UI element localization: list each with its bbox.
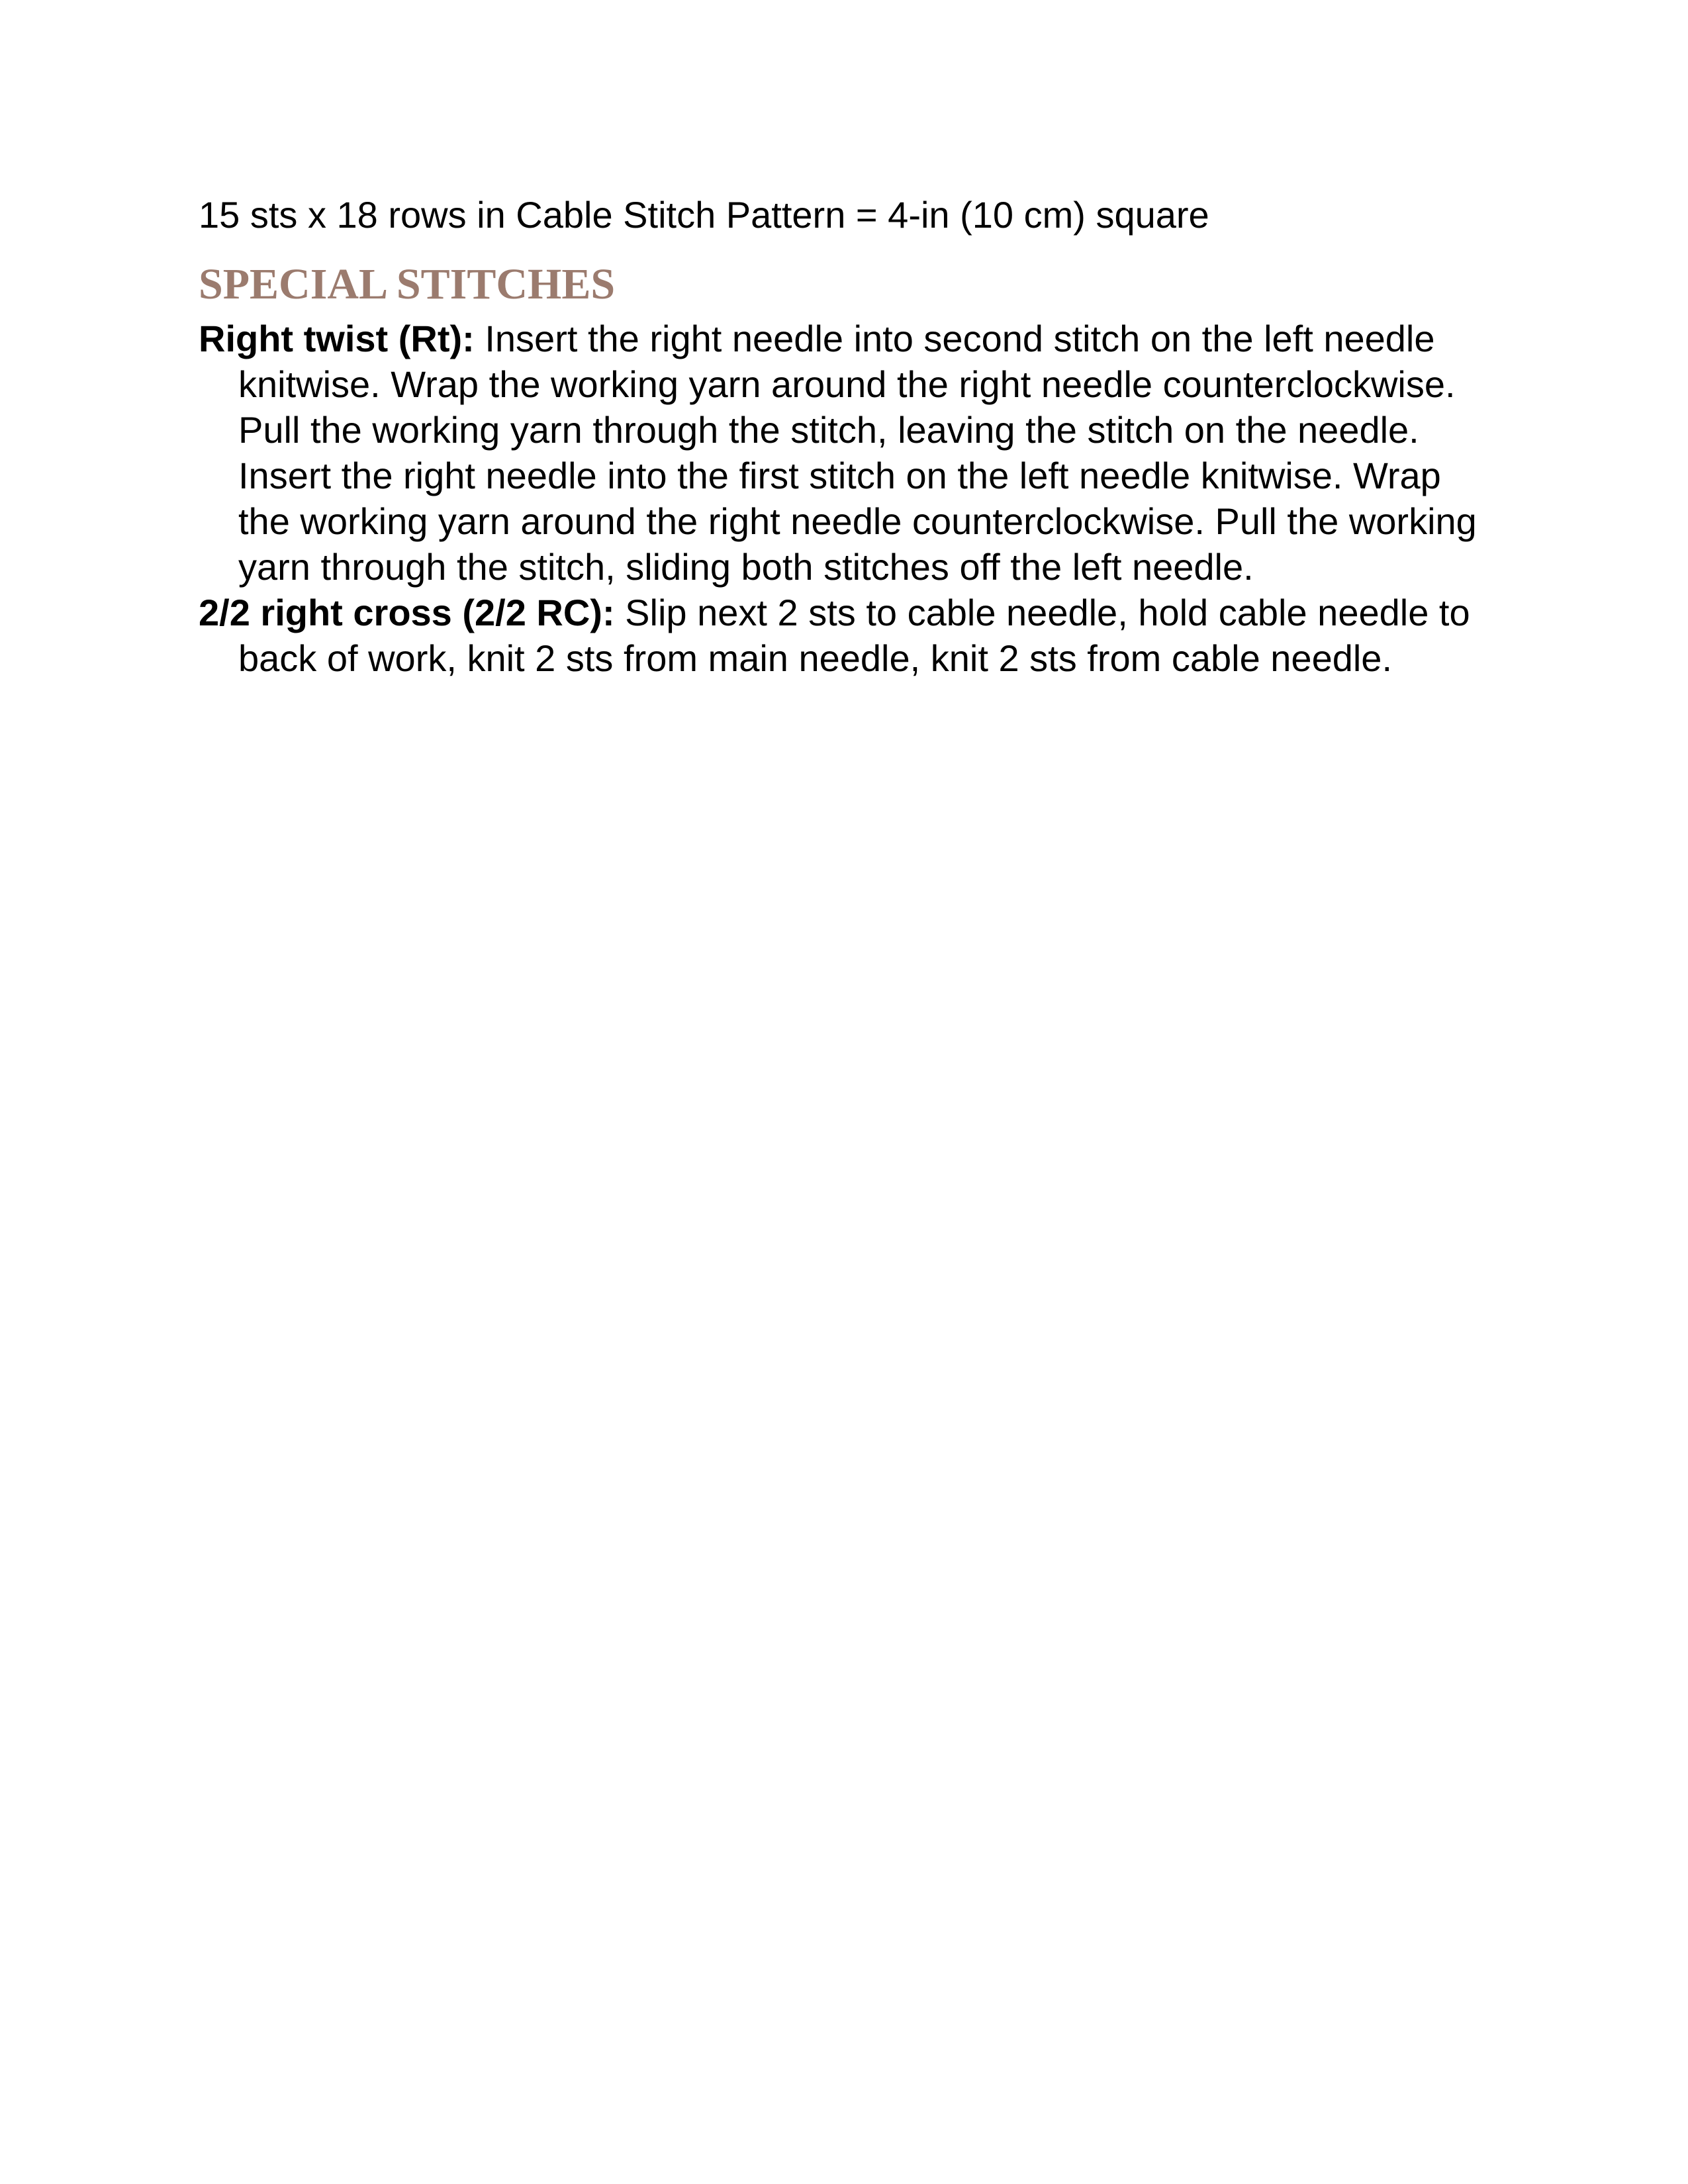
special-stitches-heading: SPECIAL STITCHES [199, 260, 616, 308]
stitch-term: Right twist (Rt): [199, 318, 475, 359]
stitch-entry-right-cross [199, 590, 1489, 681]
page-content [199, 192, 1489, 681]
stitch-entry-right-twist [199, 316, 1489, 590]
special-stitches-list [199, 316, 1489, 681]
stitch-definition: Slip next 2 sts to cable needle, hold cable needle to back of work, knit 2 sts from main needle, knit 2 sts from cable needle. [238, 592, 1470, 679]
stitch-term: 2/2 right cross (2/2 RC): [199, 592, 615, 633]
gauge-statement: 15 sts x 18 rows in Cable Stitch Pattern = 4-in (10 cm) square [199, 194, 1209, 236]
stitch-definition: Insert the right needle into second stitch on the left needle knitwise. Wrap the working yarn around the right needle counterclockwise. Pull the working yarn through the stitch, leaving the stitch on the needle. Insert the right needle into the first stitch on the left needle knitwise. Wrap the working yarn around the right needle counterclockwise. Pull the working yarn through the stitch, sliding both stitches off the left needle. [238, 318, 1477, 588]
